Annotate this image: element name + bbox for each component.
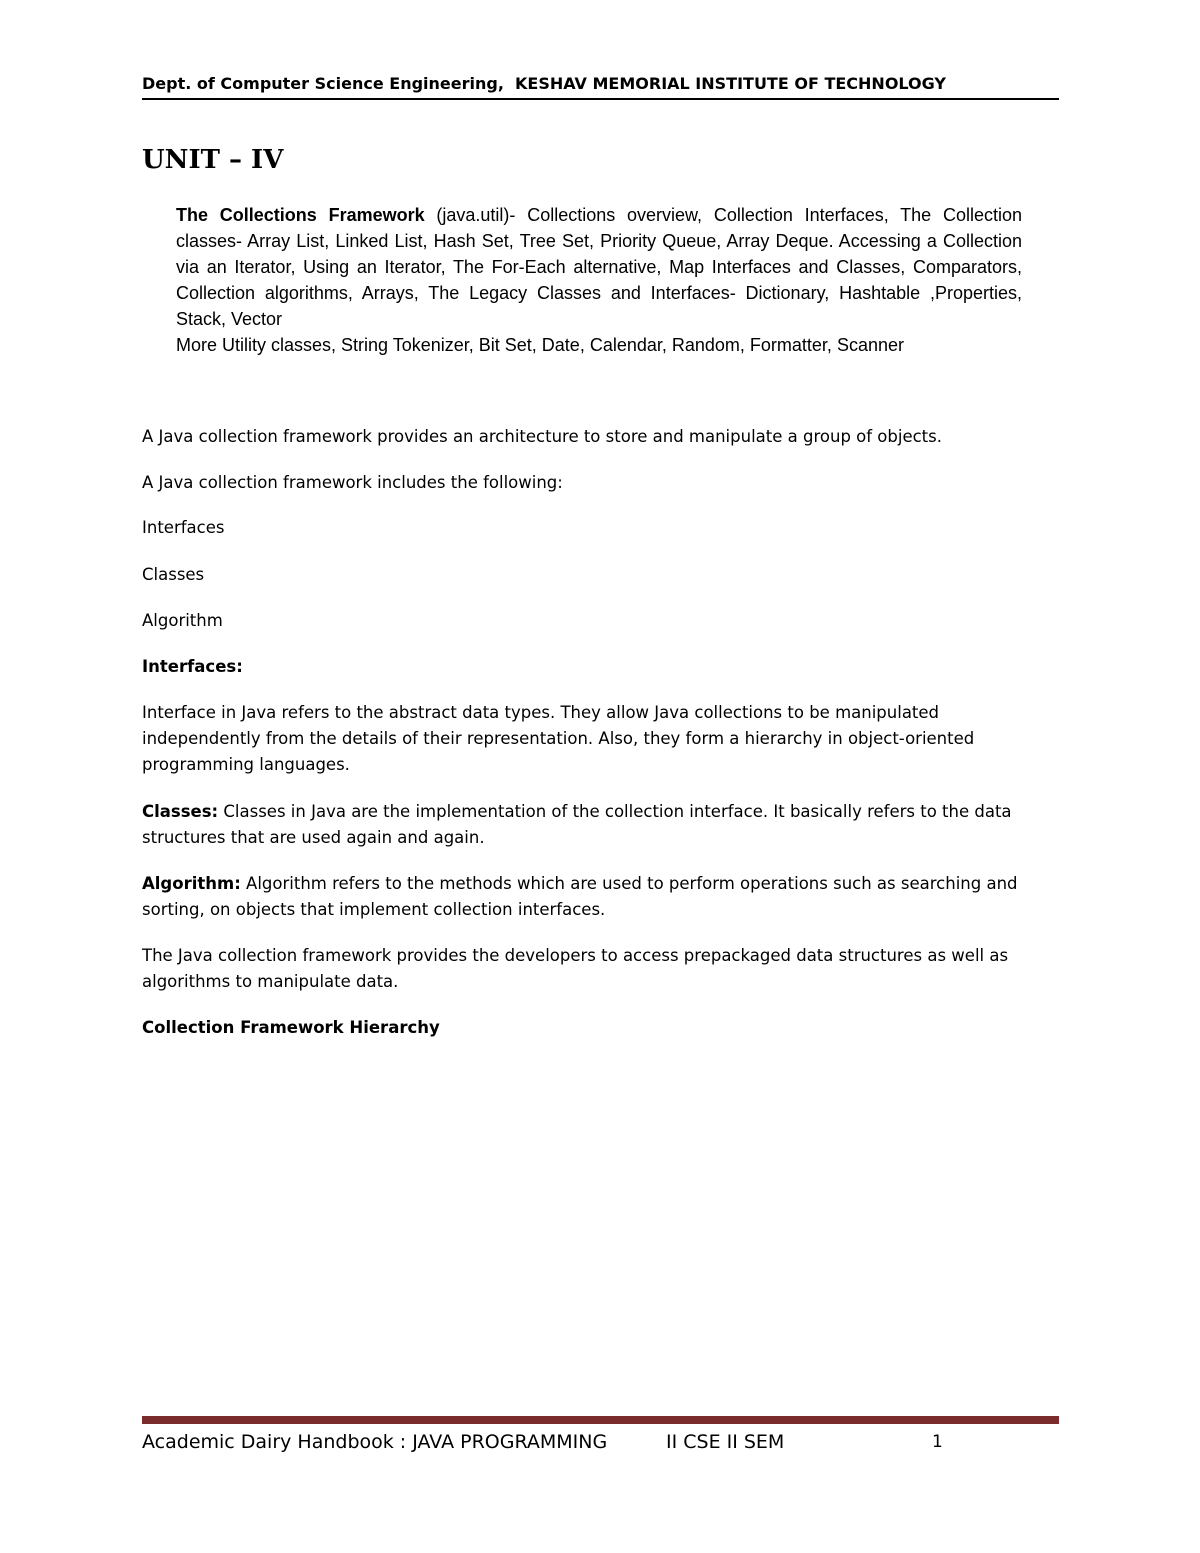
unit-title: UNIT – IV [142, 145, 284, 175]
classes-paragraph [142, 799, 1059, 851]
classes-text: Classes in Java are the implementation of the collection interface. It basically refers to the data structures that are used again and again. [142, 802, 1012, 847]
syllabus-topics: (java.util)- Collections overview, Collection Interfaces, The Collection classes- Array List, Linked List, Hash Set, Tree Set, Priority Queue, Array Deque. Accessing a Collection via an Iterator, Using an Iterator, The For-Each alternative, Map Interfaces and Classes, Comparators, Collection algorithms, Arrays, The Legacy Classes and Interfaces- Dictionary, Hashtable ,Properties, Stack, Vector [176, 205, 1022, 329]
list-item: Classes [142, 565, 205, 584]
list-item: Algorithm [142, 611, 223, 630]
interfaces-heading: Interfaces: [142, 657, 243, 676]
algorithm-text: Algorithm refers to the methods which are used to perform operations such as searching and sorting, on objects that implement collection interfaces. [142, 874, 1018, 919]
semester-label: II CSE II SEM [666, 1431, 785, 1453]
syllabus-block [176, 202, 1022, 358]
includes-paragraph: A Java collection framework includes the following: [142, 473, 563, 492]
classes-label: Classes: [142, 802, 219, 821]
department-name: Dept. of Computer Science Engineering, [142, 74, 504, 93]
intro-paragraph: A Java collection framework provides an architecture to store and manipulate a group of objects. [142, 427, 942, 446]
page-header [142, 72, 1059, 100]
list-item: Interfaces [142, 518, 225, 537]
page-number: 1 [932, 1432, 943, 1452]
page-footer [142, 1428, 1059, 1458]
syllabus-utility-line: More Utility classes, String Tokenizer, Bit Set, Date, Calendar, Random, Formatter, Scanner [176, 335, 904, 355]
footer-rule [142, 1416, 1059, 1424]
institute-name: KESHAV MEMORIAL INSTITUTE OF TECHNOLOGY [515, 74, 947, 93]
interfaces-paragraph: Interface in Java refers to the abstract data types. They allow Java collections to be manipulated independently from the details of their representation. Also, they form a hierarchy in object-oriented programming languages. [142, 703, 975, 774]
syllabus-paragraph [176, 202, 1022, 332]
syllabus-lead: The Collections Framework [176, 205, 425, 225]
handbook-title: Academic Dairy Handbook : JAVA PROGRAMMING [142, 1431, 608, 1453]
algorithm-paragraph [142, 871, 1059, 923]
framework-paragraph: The Java collection framework provides the developers to access prepackaged data structures as well as algorithms to manipulate data. [142, 946, 1009, 991]
hierarchy-heading: Collection Framework Hierarchy [142, 1018, 440, 1037]
algorithm-label: Algorithm: [142, 874, 241, 893]
